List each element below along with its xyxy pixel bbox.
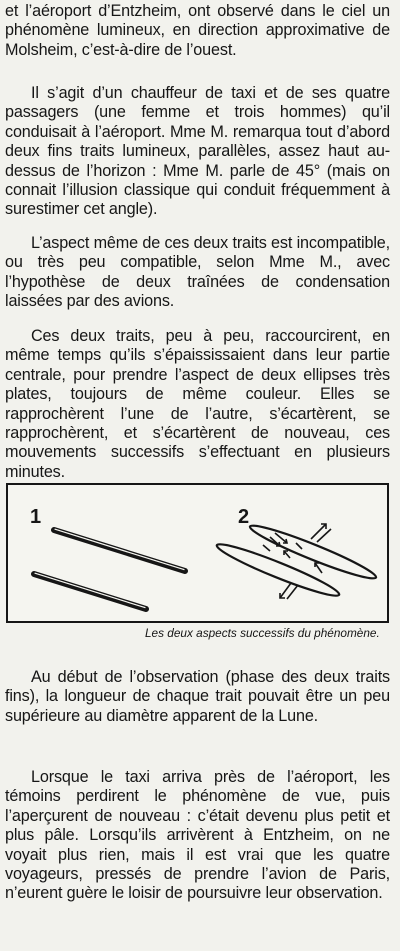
phenomenon-illustration	[6, 483, 389, 623]
thin-trail-upper	[54, 529, 185, 571]
movement-arrows	[263, 524, 331, 599]
paragraph-3: L’aspect même de ces deux traits est incompatible, ou très peu compatible, selon Mme M., avec l’hypothèse de deux traînées de condensation laissées par des avions.	[5, 234, 390, 311]
paragraph-5: Au début de l’observation (phase des deux traits fins), la longueur de chaque trait pouvait être un peu supérieure au diamètre apparent de la Lune.	[5, 668, 390, 725]
paragraph-2: Il s’agit d’un chauffeur de taxi et de ses quatre passagers (une femme et trois hommes) qu’il conduisait à l’aéroport. Mme M. remarqua tout d’abord deux fins traits lumineux, parallèles, assez haut au-dessus de l’horizon : Mme M. parle de 45° (mais on connait l’illusion classique qui conduit fréquemment à surestimer cet angle).	[5, 84, 390, 219]
figure-caption: Les deux aspects successifs du phénomène.	[145, 626, 380, 640]
figure-label-1: 1	[30, 506, 42, 528]
thin-trail-lower	[34, 573, 146, 609]
paragraph-6: Lorsque le taxi arriva près de l’aéroport, les témoins perdirent le phénomène de vue, puis l’aperçurent de nouveau : c’était devenu plus petit et plus pâle. Lorsqu’ils arrivèrent à Entzheim, on ne voyait plus rien, mais il est vrai que les quatre voyageurs, pressés de prendre l’avion de Paris, n’eurent guère le loisir de poursuivre leur observation.	[5, 768, 390, 903]
figure-label-2: 2	[238, 506, 250, 528]
paragraph-4: Ces deux traits, peu à peu, raccourcirent, en même temps qu’ils s’épaississaient dans leur partie centrale, pour prendre l’aspect de deux ellipses très plates, toujours de même couleur. Elles se rapprochèrent l’une de l’autre, s’écartèrent, se rapprochèrent, et s’écartèrent de nouveau, ces mouvements successifs s’effectuant en plusieurs minutes.	[5, 327, 390, 481]
paragraph-1: et l’aéroport d’Entzheim, ont observé dans le ciel un phénomène lumineux, en direction approximative de Molsheim, c’est-à-dire de l’ouest.	[5, 2, 390, 59]
illustration-drawing	[8, 485, 387, 621]
